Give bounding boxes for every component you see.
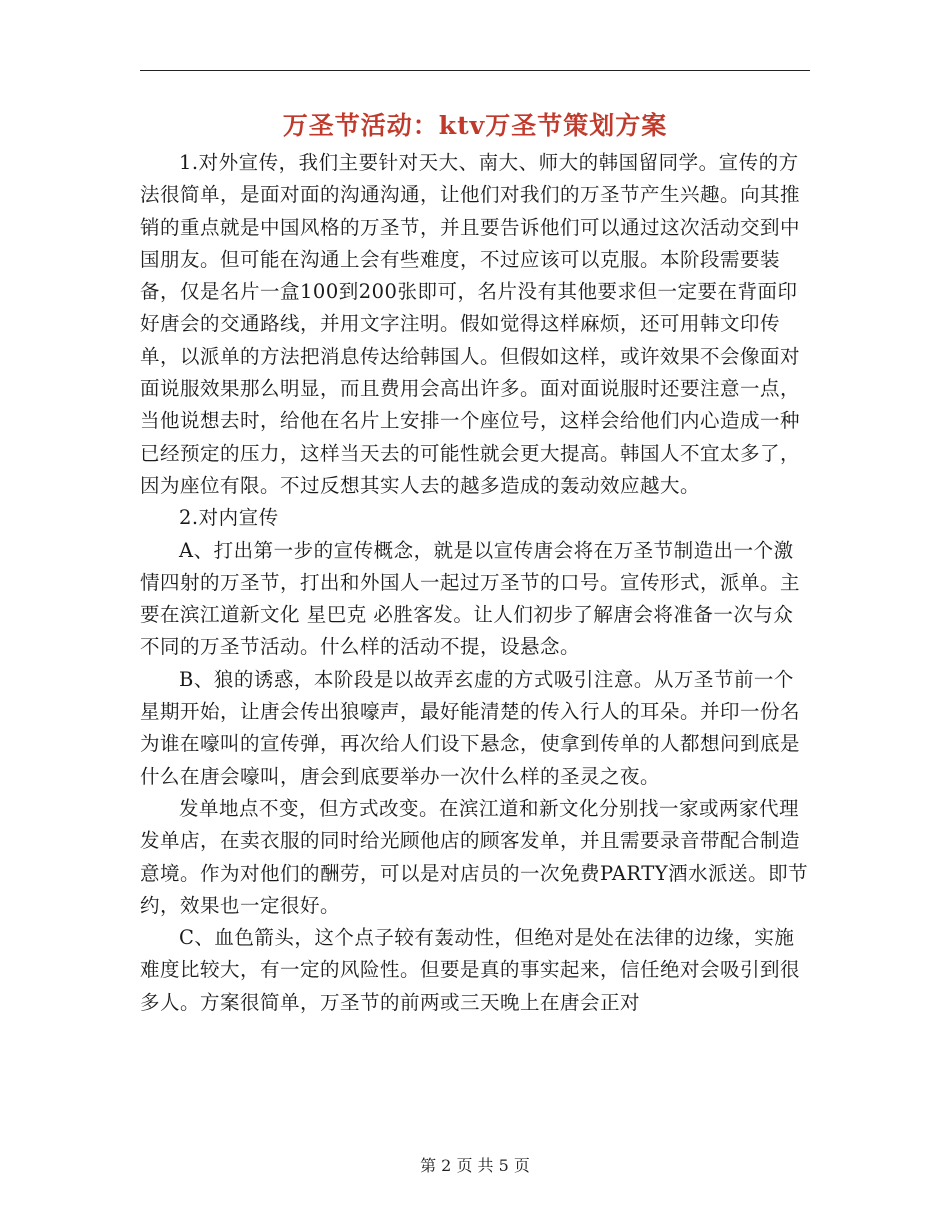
paragraph-internal-promotion-heading: 2.对内宣传 xyxy=(179,506,279,530)
document-body xyxy=(140,147,810,1019)
paragraph-section-a: A、打出第一步的宣传概念，就是以宣传唐会将在万圣节制造出一个激情四射的万圣节，打出和外国人一起过万圣节的口号。宣传形式，派单。主要在滨江道新文化 星巴克 必胜客发。让人们初步了解唐会将准备一次与众不同的万圣节活动。什么样的活动不提，设悬念。 xyxy=(140,538,801,659)
document-title: 万圣节活动：ktv万圣节策划方案 xyxy=(282,111,668,140)
header-rule xyxy=(140,70,810,71)
paragraph-section-c: C、血色箭头，这个点子较有轰动性，但绝对是处在法律的边缘，实施难度比较大，有一定的风险性。但要是真的事实起来，信任绝对会吸引到很多人。方案很简单，万圣节的前两或三天晚上在唐会正对 xyxy=(140,926,801,1014)
paragraph-distribution: 发单地点不变，但方式改变。在滨江道和新文化分别找一家或两家代理发单店，在卖衣服的同时给光顾他店的顾客发单，并且需要录音带配合制造意境。作为对他们的酬劳，可以是对店员的一次免费PARTY酒水派送。即节约，效果也一定很好。 xyxy=(140,796,809,917)
page-number-footer: 第 2 页 共 5 页 xyxy=(420,1156,530,1175)
paragraph-external-promotion: 1.对外宣传，我们主要针对天大、南大、师大的韩国留同学。宣传的方法很简单，是面对面的沟通沟通，让他们对我们的万圣节产生兴趣。向其推销的重点就是中国风格的万圣节，并且要告诉他们可以通过这次活动交到中国朋友。但可能在沟通上会有些难度，不过应该可以克服。本阶段需要装备，仅是名片一盒100到200张即可，名片没有其他要求但一定要在背面印好唐会的交通路线，并用文字注明。假如觉得这样麻烦，还可用韩文印传单，以派单的方法把消息传达给韩国人。但假如这样，或许效果不会像面对面说服效果那么明显，而且费用会高出许多。面对面说服时还要注意一点，当他说想去时，给他在名片上安排一个座位号，这样会给他们内心造成一种已经预定的压力，这样当天去的可能性就会更大提高。韩国人不宜太多了，因为座位有限。不过反想其实人去的越多造成的轰动效应越大。 xyxy=(140,151,801,497)
paragraph-section-b: B、狼的诱惑，本阶段是以故弄玄虚的方式吸引注意。从万圣节前一个星期开始，让唐会传出狼嚎声，最好能清楚的传入行人的耳朵。并印一份名为谁在嚎叫的宣传弹，再次给人们设下悬念，使拿到传单的人都想问到底是什么在唐会嚎叫，唐会到底要举办一次什么样的圣灵之夜。 xyxy=(140,667,801,788)
